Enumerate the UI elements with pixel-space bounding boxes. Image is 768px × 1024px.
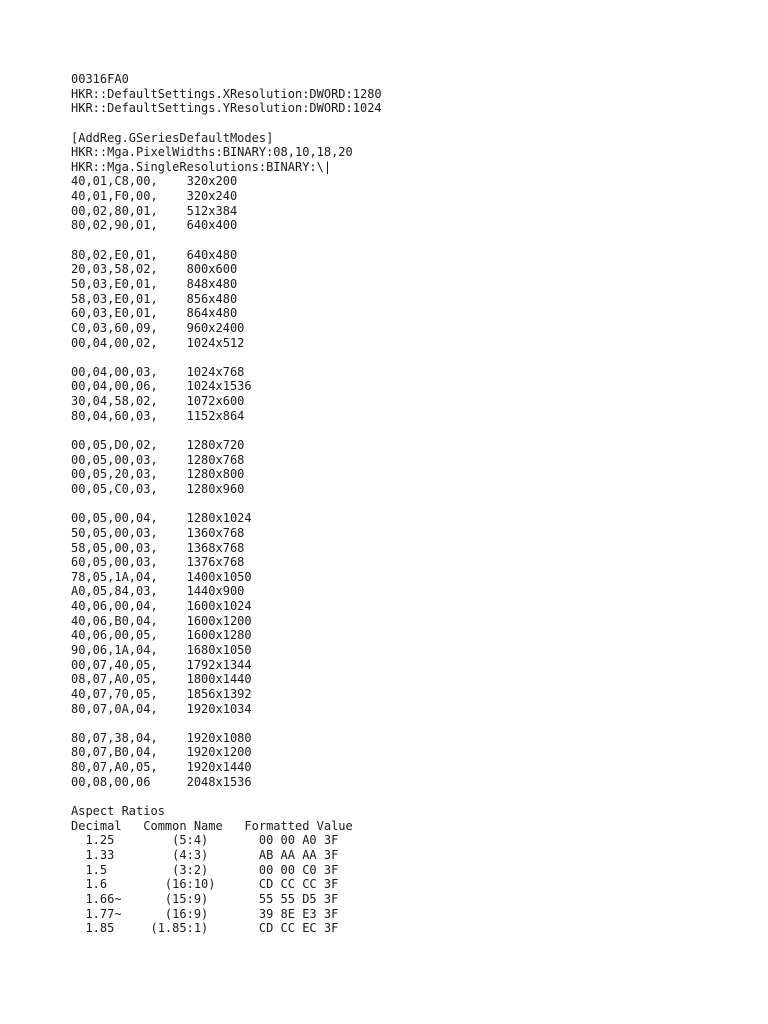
text-line: 1.6 (16:10) CD CC CC 3F [71,877,339,892]
document-text [71,72,382,936]
text-line: Aspect Ratios [71,804,165,819]
text-line: 00,07,40,05, 1792x1344 [71,657,252,672]
text-line: 1.5 (3:2) 00 00 C0 3F [71,862,339,877]
blank-line [71,497,382,512]
blank-line [71,350,382,365]
blank-line [71,116,382,131]
text-line: 1.85 (1.85:1) CD CC EC 3F [71,921,339,936]
text-line: 78,05,1A,04, 1400x1050 [71,569,252,584]
text-line: 60,05,00,03, 1376x768 [71,555,245,570]
text-line: 00316FA0 [71,72,129,86]
text-line: 00,04,00,03, 1024x768 [71,364,245,379]
text-line: 00,05,C0,03, 1280x960 [71,481,245,496]
text-line: 50,03,E0,01, 848x480 [71,276,238,291]
text-line: 80,07,A0,05, 1920x1440 [71,760,252,775]
text-line: 80,02,E0,01, 640x480 [71,247,238,262]
text-line: 00,08,00,06 2048x1536 [71,774,252,789]
text-line: 00,05,20,03, 1280x800 [71,467,245,482]
text-line: 1.77~ (16:9) 39 8E E3 3F [71,906,339,921]
text-line: HKR::DefaultSettings.YResolution:DWORD:1024 [71,101,382,116]
text-line: 60,03,E0,01, 864x480 [71,306,238,321]
blank-line [71,233,382,248]
text-line: 00,04,00,02, 1024x512 [71,335,245,350]
text-line: 1.25 (5:4) 00 00 A0 3F [71,833,339,848]
text-line: 90,06,1A,04, 1680x1050 [71,642,252,657]
text-line: 00,04,00,06, 1024x1536 [71,379,252,394]
text-line: 50,05,00,03, 1360x768 [71,525,245,540]
text-line: A0,05,84,03, 1440x900 [71,584,245,599]
blank-line [71,716,382,731]
text-line: 80,04,60,03, 1152x864 [71,408,245,423]
text-line: 40,07,70,05, 1856x1392 [71,686,252,701]
text-line: 80,02,90,01, 640x400 [71,218,238,233]
text-line: 40,06,00,05, 1600x1280 [71,628,252,643]
text-line: 00,02,80,01, 512x384 [71,203,238,218]
text-line: 40,01,C8,00, 320x200 [71,174,238,189]
text-line: 20,03,58,02, 800x600 [71,262,238,277]
blank-line [71,789,382,804]
text-line: Decimal Common Name Formatted Value [71,818,353,833]
text-line: 40,01,F0,00, 320x240 [71,189,238,204]
text-line: HKR::DefaultSettings.XResolution:DWORD:1280 [71,86,382,101]
text-line: 00,05,00,04, 1280x1024 [71,511,252,526]
text-line: 58,05,00,03, 1368x768 [71,540,245,555]
text-line: 1.66~ (15:9) 55 55 D5 3F [71,891,339,906]
text-line: 30,04,58,02, 1072x600 [71,394,245,409]
text-line: 58,03,E0,01, 856x480 [71,291,238,306]
text-line: HKR::Mga.PixelWidths:BINARY:08,10,18,20 [71,145,353,160]
text-line: 00,05,D0,02, 1280x720 [71,438,245,453]
blank-line [71,423,382,438]
text-line: C0,03,60,09, 960x2400 [71,320,245,335]
text-line: 80,07,0A,04, 1920x1034 [71,701,252,716]
text-line: 40,06,00,04, 1600x1024 [71,599,252,614]
text-line: 80,07,B0,04, 1920x1200 [71,745,252,760]
text-line: [AddReg.GSeriesDefaultModes] [71,130,274,145]
text-line: 80,07,38,04, 1920x1080 [71,730,252,745]
text-line: HKR::Mga.SingleResolutions:BINARY:\| [71,159,332,174]
text-line: 1.33 (4:3) AB AA AA 3F [71,847,339,862]
text-line: 40,06,B0,04, 1600x1200 [71,613,252,628]
text-line: 00,05,00,03, 1280x768 [71,452,245,467]
text-line: 08,07,A0,05, 1800x1440 [71,672,252,687]
